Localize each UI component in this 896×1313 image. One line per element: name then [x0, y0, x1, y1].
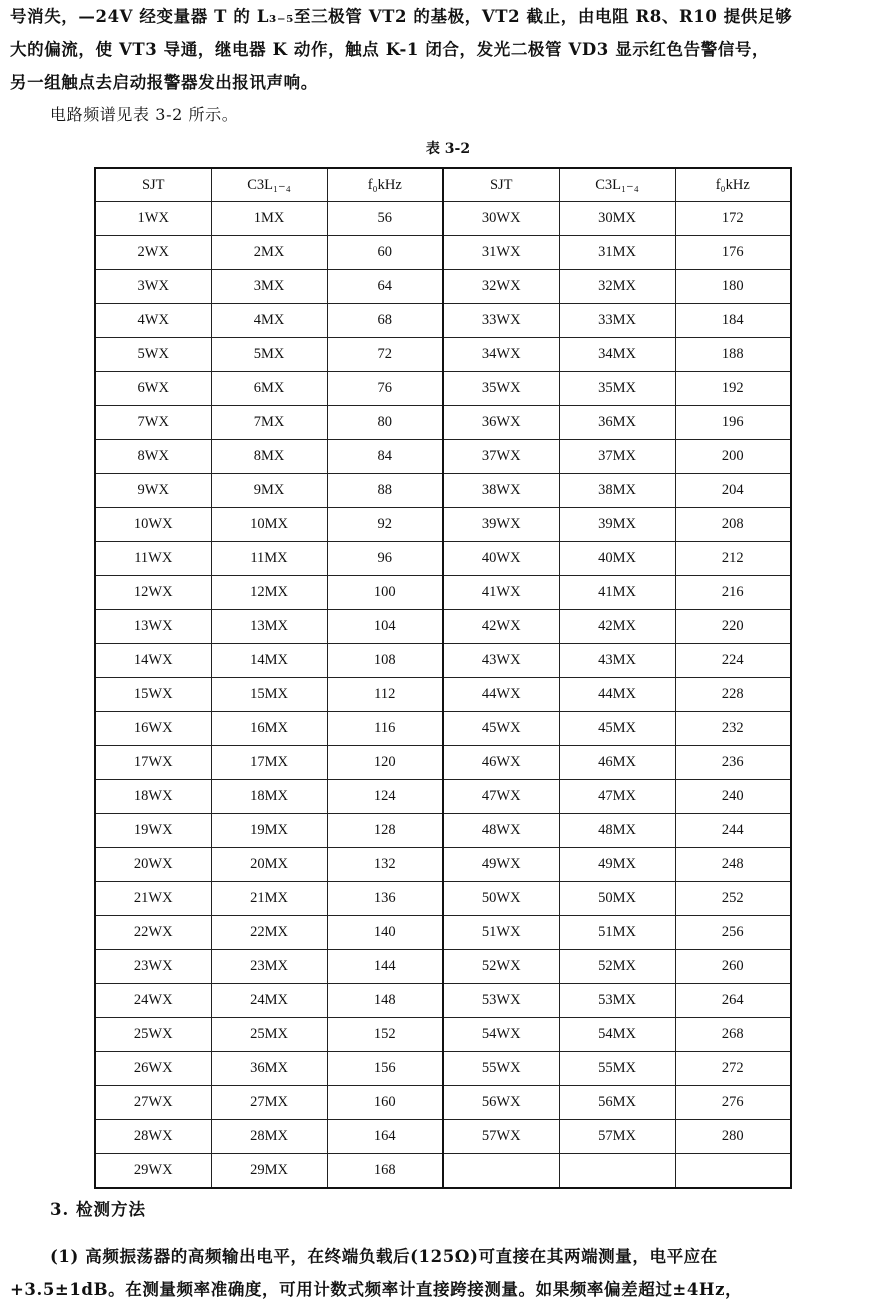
table-cell: 176: [675, 236, 791, 270]
table-row: [95, 576, 791, 610]
table-cell: 240: [675, 780, 791, 814]
method-paragraph: [10, 1240, 886, 1306]
table-row: [95, 474, 791, 508]
table-cell: 7WX: [95, 406, 211, 440]
table-cell: 13WX: [95, 610, 211, 644]
table-cell: 18MX: [211, 780, 327, 814]
table-cell: 46MX: [559, 746, 675, 780]
table-cell: 50MX: [559, 882, 675, 916]
table-cell: 21WX: [95, 882, 211, 916]
table-cell: 39WX: [443, 508, 559, 542]
table-cell: 38WX: [443, 474, 559, 508]
table-cell: 11MX: [211, 542, 327, 576]
table-cell: 204: [675, 474, 791, 508]
intro-line-1: 号消失，—24V 经变量器 T 的 L₃₋₅至三极管 VT2 的基极，VT2 截止，由电阻 R8、R10 提供足够: [10, 7, 793, 26]
table-cell: 152: [327, 1018, 443, 1052]
table-cell: 52MX: [559, 950, 675, 984]
table-cell: 188: [675, 338, 791, 372]
table-cell: 16WX: [95, 712, 211, 746]
table-cell: 29WX: [95, 1154, 211, 1189]
table-cell: 54WX: [443, 1018, 559, 1052]
table-cell: 8MX: [211, 440, 327, 474]
table-row: [95, 372, 791, 406]
table-cell: 200: [675, 440, 791, 474]
table-cell: 34WX: [443, 338, 559, 372]
intro-line-2: 大的偏流，使 VT3 导通，继电器 K 动作，触点 K-1 闭合，发光二极管 VD3 显示红色告警信号，: [10, 40, 770, 59]
table-cell: 144: [327, 950, 443, 984]
table-cell: 236: [675, 746, 791, 780]
table-cell: 15WX: [95, 678, 211, 712]
table-cell: 208: [675, 508, 791, 542]
table-row: [95, 1052, 791, 1086]
table-cell: 140: [327, 916, 443, 950]
table-cell: 184: [675, 304, 791, 338]
table-cell: 17MX: [211, 746, 327, 780]
table-cell: 31WX: [443, 236, 559, 270]
table-cell: [675, 1154, 791, 1189]
table-cell: 228: [675, 678, 791, 712]
table-row: [95, 712, 791, 746]
table-row: [95, 202, 791, 236]
table-cell: 46WX: [443, 746, 559, 780]
table-cell: 40WX: [443, 542, 559, 576]
table-cell: 260: [675, 950, 791, 984]
table-row: [95, 882, 791, 916]
table-row: [95, 236, 791, 270]
table-body: [95, 202, 791, 1189]
method-line-2: +3.5±1dB。在测量频率准确度，可用计数式频率计直接跨接测量。如果频率偏差超过±4Hz，: [10, 1280, 743, 1299]
table-cell: 13MX: [211, 610, 327, 644]
table-cell: 264: [675, 984, 791, 1018]
table-cell: 43WX: [443, 644, 559, 678]
table-cell: 148: [327, 984, 443, 1018]
table-cell: 10WX: [95, 508, 211, 542]
table-row: [95, 644, 791, 678]
table-cell: 5MX: [211, 338, 327, 372]
table-cell: 8WX: [95, 440, 211, 474]
table-cell: 192: [675, 372, 791, 406]
table-cell: 4WX: [95, 304, 211, 338]
table-cell: 120: [327, 746, 443, 780]
table-row: [95, 916, 791, 950]
table-cell: [443, 1154, 559, 1189]
table-cell: 47MX: [559, 780, 675, 814]
table-cell: 26WX: [95, 1052, 211, 1086]
table-cell: 56WX: [443, 1086, 559, 1120]
table-cell: 11WX: [95, 542, 211, 576]
table-cell: 68: [327, 304, 443, 338]
section-title: 3. 检测方法: [50, 1200, 146, 1219]
table-cell: 32WX: [443, 270, 559, 304]
table-cell: 55MX: [559, 1052, 675, 1086]
table-row: [95, 746, 791, 780]
table-cell: 43MX: [559, 644, 675, 678]
table-cell: 164: [327, 1120, 443, 1154]
table-cell: 44MX: [559, 678, 675, 712]
table-cell: 112: [327, 678, 443, 712]
table-cell: 168: [327, 1154, 443, 1189]
table-cell: 22MX: [211, 916, 327, 950]
table-cell: 21MX: [211, 882, 327, 916]
table-cell: 216: [675, 576, 791, 610]
table-cell: 17WX: [95, 746, 211, 780]
table-cell: 48MX: [559, 814, 675, 848]
table-cell: 55WX: [443, 1052, 559, 1086]
table-cell: 57WX: [443, 1120, 559, 1154]
table-cell: 10MX: [211, 508, 327, 542]
table-cell: 53MX: [559, 984, 675, 1018]
table-cell: 27MX: [211, 1086, 327, 1120]
header-freq: f₀kHz: [327, 168, 443, 202]
table-cell: 20WX: [95, 848, 211, 882]
table-cell: 19MX: [211, 814, 327, 848]
table-cell: 232: [675, 712, 791, 746]
table-cell: 49MX: [559, 848, 675, 882]
table-cell: 54MX: [559, 1018, 675, 1052]
table-cell: 44WX: [443, 678, 559, 712]
table-cell: 27WX: [95, 1086, 211, 1120]
table-row: [95, 338, 791, 372]
table-cell: 42MX: [559, 610, 675, 644]
table-cell: 25WX: [95, 1018, 211, 1052]
table-row: [95, 1120, 791, 1154]
table-cell: 39MX: [559, 508, 675, 542]
table-cell: 36MX: [559, 406, 675, 440]
table-row: [95, 542, 791, 576]
table-row: [95, 406, 791, 440]
table-cell: 53WX: [443, 984, 559, 1018]
table-cell: 36WX: [443, 406, 559, 440]
table-cell: 30MX: [559, 202, 675, 236]
table-cell: 36MX: [211, 1052, 327, 1086]
table-row: [95, 508, 791, 542]
frequency-table: [94, 167, 792, 1189]
table-cell: 35MX: [559, 372, 675, 406]
table-cell: 132: [327, 848, 443, 882]
table-cell: 29MX: [211, 1154, 327, 1189]
table-cell: 7MX: [211, 406, 327, 440]
table-cell: 49WX: [443, 848, 559, 882]
table-cell: 88: [327, 474, 443, 508]
table-cell: 196: [675, 406, 791, 440]
table-cell: 56: [327, 202, 443, 236]
table-cell: 280: [675, 1120, 791, 1154]
method-line-1: (1) 高频振荡器的高频输出电平，在终端负载后(125Ω)可直接在其两端测量，电平应在: [50, 1247, 718, 1266]
table-cell: 92: [327, 508, 443, 542]
table-cell: 9WX: [95, 474, 211, 508]
table-cell: 76: [327, 372, 443, 406]
table-cell: 28WX: [95, 1120, 211, 1154]
table-cell: 23WX: [95, 950, 211, 984]
table-row: [95, 848, 791, 882]
table-cell: 9MX: [211, 474, 327, 508]
table-cell: 18WX: [95, 780, 211, 814]
table-cell: 16MX: [211, 712, 327, 746]
table-cell: 23MX: [211, 950, 327, 984]
table-cell: 34MX: [559, 338, 675, 372]
table-cell: 252: [675, 882, 791, 916]
table-cell: 1MX: [211, 202, 327, 236]
table-cell: 136: [327, 882, 443, 916]
table-cell: 47WX: [443, 780, 559, 814]
table-cell: 96: [327, 542, 443, 576]
table-cell: 30WX: [443, 202, 559, 236]
table-cell: 51MX: [559, 916, 675, 950]
table-cell: 220: [675, 610, 791, 644]
table-cell: 128: [327, 814, 443, 848]
table-cell: 3MX: [211, 270, 327, 304]
table-cell: 84: [327, 440, 443, 474]
table-cell: 33WX: [443, 304, 559, 338]
header-sjt: SJT: [95, 168, 211, 202]
table-cell: 160: [327, 1086, 443, 1120]
table-cell: 224: [675, 644, 791, 678]
table-cell: 33MX: [559, 304, 675, 338]
table-cell: 248: [675, 848, 791, 882]
table-cell: 41WX: [443, 576, 559, 610]
table-cell: 272: [675, 1052, 791, 1086]
table-row: [95, 950, 791, 984]
header-c3l-2: C3L₁₋₄: [559, 168, 675, 202]
table-cell: 124: [327, 780, 443, 814]
table-cell: 56MX: [559, 1086, 675, 1120]
table-cell: [559, 1154, 675, 1189]
table-row: [95, 270, 791, 304]
table-cell: 3WX: [95, 270, 211, 304]
table-cell: 180: [675, 270, 791, 304]
table-row: [95, 678, 791, 712]
table-cell: 28MX: [211, 1120, 327, 1154]
table-cell: 256: [675, 916, 791, 950]
table-cell: 72: [327, 338, 443, 372]
table-cell: 116: [327, 712, 443, 746]
table-cell: 37WX: [443, 440, 559, 474]
table-cell: 2MX: [211, 236, 327, 270]
table-cell: 60: [327, 236, 443, 270]
header-freq-2: f₀kHz: [675, 168, 791, 202]
table-cell: 19WX: [95, 814, 211, 848]
header-sjt-2: SJT: [443, 168, 559, 202]
table-cell: 4MX: [211, 304, 327, 338]
table-row: [95, 780, 791, 814]
table-cell: 25MX: [211, 1018, 327, 1052]
table-cell: 50WX: [443, 882, 559, 916]
table-cell: 244: [675, 814, 791, 848]
table-cell: 5WX: [95, 338, 211, 372]
intro-line-3: 另一组触点去启动报警器发出报讯声响。: [10, 73, 318, 92]
intro-paragraph: [10, 0, 886, 99]
table-cell: 268: [675, 1018, 791, 1052]
table-cell: 108: [327, 644, 443, 678]
table-cell: 276: [675, 1086, 791, 1120]
table-cell: 35WX: [443, 372, 559, 406]
table-caption: 表 3-2: [425, 141, 471, 157]
table-cell: 24WX: [95, 984, 211, 1018]
table-cell: 42WX: [443, 610, 559, 644]
table-cell: 14MX: [211, 644, 327, 678]
table-row: [95, 1086, 791, 1120]
table-reference-text: 电路频谱见表 3-2 所示。: [50, 105, 239, 124]
table-cell: 12WX: [95, 576, 211, 610]
table-cell: 57MX: [559, 1120, 675, 1154]
table-cell: 104: [327, 610, 443, 644]
table-cell: 20MX: [211, 848, 327, 882]
table-cell: 100: [327, 576, 443, 610]
table-row: [95, 814, 791, 848]
table-cell: 48WX: [443, 814, 559, 848]
table-row: [95, 440, 791, 474]
table-cell: 80: [327, 406, 443, 440]
table-cell: 6WX: [95, 372, 211, 406]
table-cell: 15MX: [211, 678, 327, 712]
table-cell: 212: [675, 542, 791, 576]
table-cell: 40MX: [559, 542, 675, 576]
table-cell: 22WX: [95, 916, 211, 950]
table-cell: 41MX: [559, 576, 675, 610]
table-cell: 1WX: [95, 202, 211, 236]
table-cell: 156: [327, 1052, 443, 1086]
table-row: [95, 984, 791, 1018]
table-cell: 51WX: [443, 916, 559, 950]
table-row: [95, 1018, 791, 1052]
table-cell: 45WX: [443, 712, 559, 746]
table-cell: 32MX: [559, 270, 675, 304]
table-cell: 24MX: [211, 984, 327, 1018]
table-cell: 38MX: [559, 474, 675, 508]
table-cell: 2WX: [95, 236, 211, 270]
table-cell: 31MX: [559, 236, 675, 270]
table-cell: 45MX: [559, 712, 675, 746]
table-cell: 12MX: [211, 576, 327, 610]
table-row: [95, 304, 791, 338]
table-cell: 6MX: [211, 372, 327, 406]
table-header-row: [95, 168, 791, 202]
table-cell: 172: [675, 202, 791, 236]
table-cell: 52WX: [443, 950, 559, 984]
header-c3l: C3L₁₋₄: [211, 168, 327, 202]
table-cell: 64: [327, 270, 443, 304]
table-cell: 37MX: [559, 440, 675, 474]
table-row: [95, 610, 791, 644]
table-cell: 14WX: [95, 644, 211, 678]
table-row: [95, 1154, 791, 1189]
